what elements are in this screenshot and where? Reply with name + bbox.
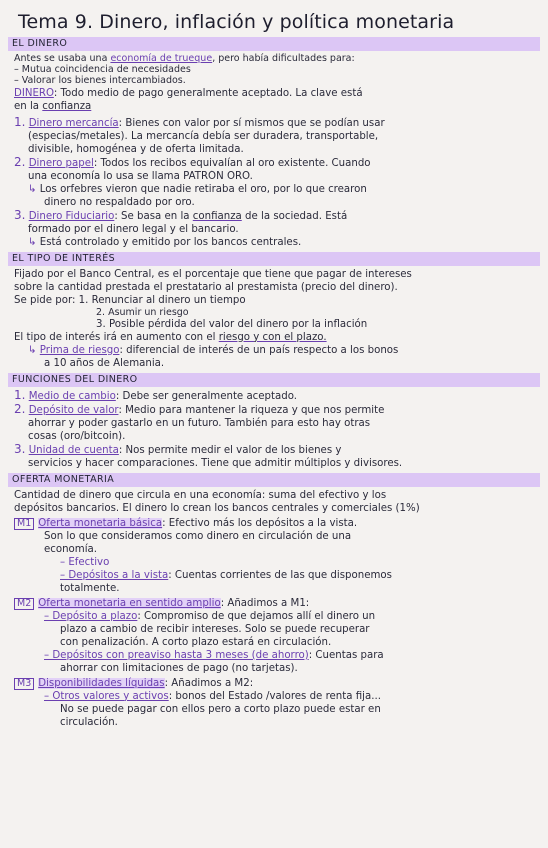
list-item: – Depósito a plazo: Compromiso de que dejamos allí el dinero un xyxy=(44,610,376,622)
text-line: con penalización. A corto plazo estará en circulación. xyxy=(60,636,332,648)
section-oferta-monetaria xyxy=(14,473,540,729)
list-item: – Otros valores y activos: bonos del Estado /valores de renta fija... xyxy=(44,690,381,702)
text-line: ahorrar con limitaciones de pago (no tarjetas). xyxy=(60,662,298,674)
text-line: en la confianza xyxy=(14,100,92,112)
m3-heading: M3 Disponibilidades líquidas: Añadimos a M2: xyxy=(14,677,540,690)
text-line: Son lo que consideramos como dinero en circulación de una xyxy=(44,530,352,542)
text-line: ↳ Está controlado y emitido por los bancos centrales. xyxy=(28,236,302,248)
text-line: Antes se usaba una economía de trueque, pero había dificultades para: xyxy=(14,53,355,64)
text-line: (especias/metales). La mercancía debía ser duradera, transportable, xyxy=(28,130,379,142)
list-item: – Depósitos con preaviso hasta 3 meses (de ahorro): Cuentas para xyxy=(44,649,384,661)
section-heading-oferta: OFERTA MONETARIA xyxy=(8,473,540,487)
text-line: plazo a cambio de recibir intereses. Solo se puede recuperar xyxy=(60,623,370,635)
m3-box: M3 xyxy=(14,678,34,690)
list-item-medio-cambio: 1. Medio de cambio: Debe ser generalmente aceptado. xyxy=(14,388,298,402)
section-tipo-interes xyxy=(14,252,540,370)
list-item-unidad-cuenta: 3. Unidad de cuenta: Nos permite medir el valor de los bienes y xyxy=(14,442,342,456)
m2-heading: M2 Oferta monetaria en sentido amplio: Añadimos a M1: xyxy=(14,597,540,610)
text-line: ahorrar y poder gastarlo en un futuro. También para esto hay otras xyxy=(28,417,371,429)
section-heading-tipo-interes: EL TIPO DE INTERÉS xyxy=(8,252,540,266)
arrow-icon: ↳ xyxy=(28,344,37,356)
list-item-mercancia: 1. Dinero mercancía: Bienes con valor por sí mismos que se podían usar xyxy=(14,115,385,129)
arrow-icon: ↳ xyxy=(28,236,37,248)
term-riesgo-plazo: riesgo y con el plazo. xyxy=(218,331,327,343)
list-item: 3. Posible pérdida del valor del dinero por la inflación xyxy=(96,318,368,330)
text-line: No se puede pagar con ellos pero a corto plazo puede estar en xyxy=(60,703,381,715)
text-line: Se pide por: 1. Renunciar al dinero un tiempo xyxy=(14,294,246,306)
text-line: Fijado por el Banco Central, es el porcentaje que tiene que pagar de intereses xyxy=(14,268,412,280)
m1-box: M1 xyxy=(14,518,34,530)
section-funciones xyxy=(14,373,540,470)
term-dinero: DINERO xyxy=(14,87,54,99)
text-line: divisible, homogénea y de oferta limitada. xyxy=(28,143,244,155)
text-line: a 10 años de Alemania. xyxy=(44,357,165,369)
m2-box: M2 xyxy=(14,598,34,610)
term-trueque: economía de trueque xyxy=(110,53,213,64)
text-line: servicios y hacer comparaciones. Tiene que admitir múltiplos y divisores. xyxy=(28,457,403,469)
text-line: El tipo de interés irá en aumento con el riesgo y con el plazo. xyxy=(14,331,327,343)
text-line: circulación. xyxy=(60,716,118,728)
text-line: cosas (oro/bitcoin). xyxy=(28,430,126,442)
m1-heading: M1 Oferta monetaria básica: Efectivo más los depósitos a la vista. xyxy=(14,517,540,530)
text-line: una economía lo usa se llama PATRÓN ORO. xyxy=(28,170,253,182)
text-line: totalmente. xyxy=(60,582,120,594)
section-dinero xyxy=(14,37,540,249)
definition-dinero: DINERO: Todo medio de pago generalmente aceptado. La clave está xyxy=(14,87,363,99)
list-item-papel: 2. Dinero papel: Todos los recibos equivalían al oro existente. Cuando xyxy=(14,155,371,169)
text-line: formado por el dinero legal y el bancario. xyxy=(28,223,239,235)
list-item: 2. Asumir un riesgo xyxy=(96,306,189,318)
section-heading-dinero: EL DINERO xyxy=(8,37,540,51)
list-item-fiduciario: 3. Dinero Fiduciario: Se basa en la confianza de la sociedad. Está xyxy=(14,208,348,222)
page-title: Tema 9. Dinero, inflación y política monetaria xyxy=(18,11,455,33)
list-item-deposito-valor: 2. Depósito de valor: Medio para mantener la riqueza y que nos permite xyxy=(14,402,385,416)
text-line: dinero no respaldado por oro. xyxy=(44,196,195,208)
text-line: depósitos bancarios. El dinero lo crean los bancos centrales y comerciales (1%) xyxy=(14,502,420,514)
text-line: Cantidad de dinero que circula en una economía: suma del efectivo y los xyxy=(14,489,387,501)
list-item: – Mutua coincidencia de necesidades xyxy=(14,64,191,76)
list-item: – Efectivo xyxy=(60,556,110,568)
list-item: – Valorar los bienes intercambiados. xyxy=(14,75,186,87)
definition-prima: ↳ Prima de riesgo: diferencial de interés de un país respecto a los bonos xyxy=(28,344,399,356)
text-line: sobre la cantidad prestada el prestatario al prestamista (precio del dinero). xyxy=(14,281,398,293)
text-line: ↳ Los orfebres vieron que nadie retiraba el oro, por lo que crearon xyxy=(28,183,367,195)
text-line: economía. xyxy=(44,543,98,555)
arrow-icon: ↳ xyxy=(28,183,37,195)
term-confianza: confianza xyxy=(42,100,92,112)
section-heading-funciones: FUNCIONES DEL DINERO xyxy=(8,373,540,387)
list-item: – Depósitos a la vista: Cuentas corrientes de las que disponemos xyxy=(60,569,392,581)
